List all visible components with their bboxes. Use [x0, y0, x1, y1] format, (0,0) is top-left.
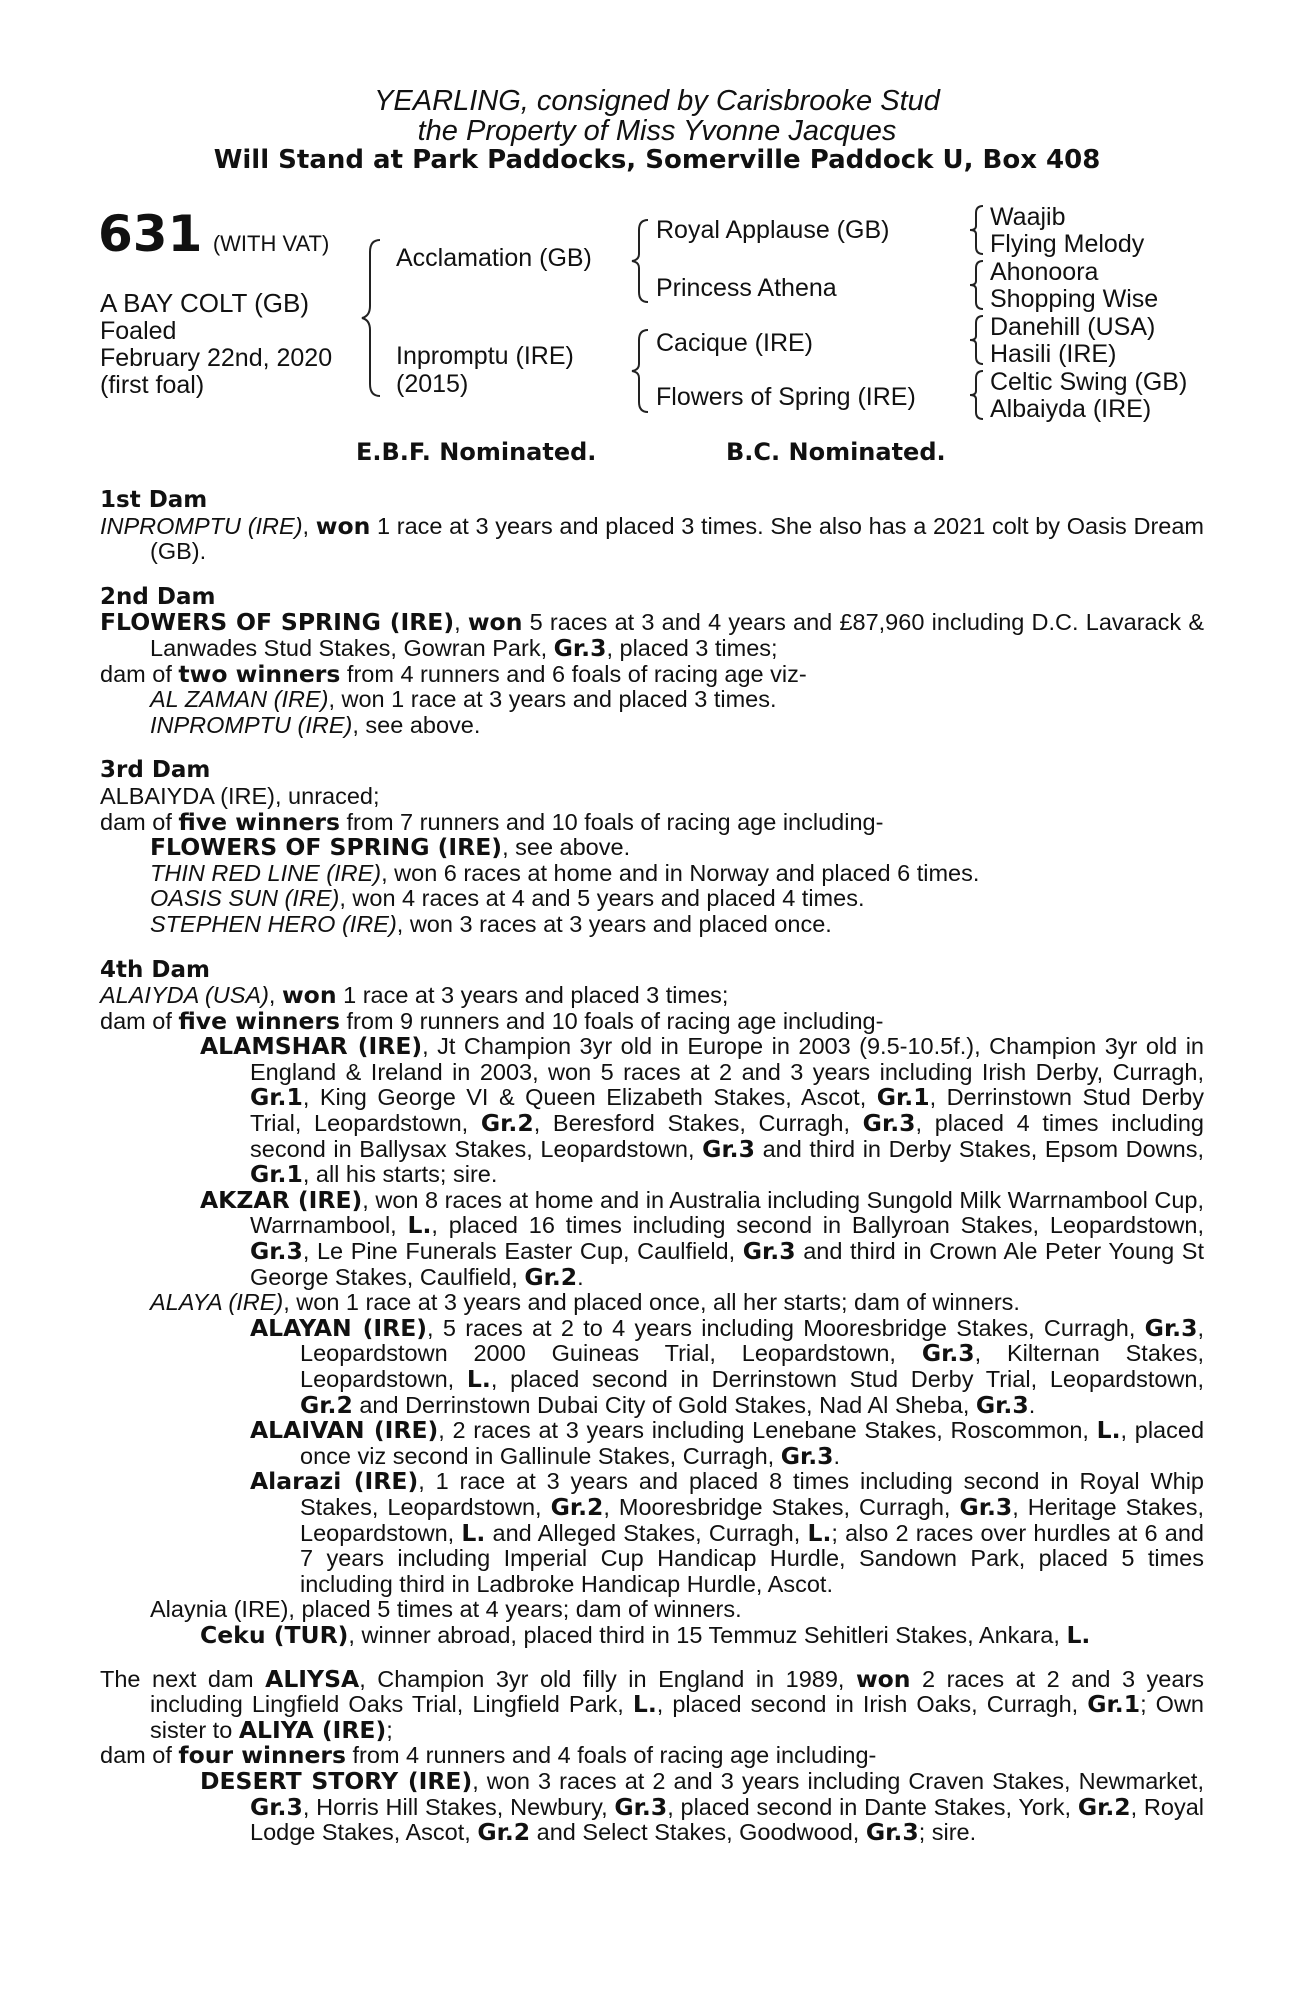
header-owner: the Property of Miss Yvonne Jacques: [417, 115, 897, 147]
alaya-produce-1: ALAYAN (IRE), 5 races at 2 to 4 years including Mooresbridge Stakes, Curragh, Gr.3, Leopardstown 2000 Guineas Trial, Leopardstown, Gr.3, Kilternan Stakes, Leopardstown, L., placed second in Derrinstown Stud Derby Trial, Leopardstown, Gr.2 and Derrinstown Dubai City of Gold Stakes, Nad Al Sheba, Gr.3.: [250, 1313, 1204, 1419]
dam-brace: [630, 328, 652, 414]
ggp-7: Celtic Swing (GB): [990, 368, 1188, 396]
ggp-brace-2: [968, 259, 986, 311]
next-dam-produce: dam of four winners from 4 runners and 4 foals of racing age including-: [100, 1741, 877, 1770]
lot-number: 631: [98, 205, 203, 263]
ggp-brace-3: [968, 314, 986, 366]
third-dam-produce-2: THIN RED LINE (IRE), won 6 races at home and in Norway and placed 6 times.: [150, 859, 980, 886]
ggp-3: Ahonoora: [990, 258, 1099, 286]
sire-dam: Princess Athena: [656, 274, 837, 302]
dam: Inpromptu (IRE): [396, 342, 574, 370]
fourth-dam-produce-4: Alaynia (IRE), placed 5 times at 4 years; dam of winners.: [150, 1596, 742, 1623]
ggp-1: Waajib: [990, 203, 1066, 231]
lot-description: A BAY COLT (GB): [100, 288, 310, 318]
next-dam-text: The next dam ALIYSA, Champion 3yr old filly in England in 1989, won 2 races at 2 and 3 years including Lingfield Oaks Trial, Lingfield Park, L., placed second in Irish Oaks, Curragh, Gr.1; Own sister to ALIYA (IRE);: [100, 1664, 1204, 1744]
catalogue-body: [100, 488, 1204, 1846]
second-dam-text: FLOWERS OF SPRING (IRE), won 5 races at 3 and 4 years and £87,960 including D.C. Lavarack & Lanwades Stud Stakes, Gowran Park, Gr.3, placed 3 times;: [100, 608, 1204, 662]
alaynia-produce-1: Ceku (TUR), winner abroad, placed third in 15 Temmuz Sehitleri Stakes, Ankara, L.: [200, 1620, 1091, 1649]
second-dam-produce: dam of two winners from 4 runners and 6 foals of racing age viz-: [100, 659, 807, 688]
alaya-produce-3: Alarazi (IRE), 1 race at 3 years and placed 8 times including second in Royal Whip Stakes, Leopardstown, Gr.2, Mooresbridge Stakes, Curragh, Gr.3, Heritage Stakes, Leopardstown, L. and Alleged Stakes, Curragh, L.; also 2 races over hurdles at 6 and 7 years including Imperial Cup Handicap Hurdle, Sandown Park, placed 5 times including third in Ladbroke Handicap Hurdle, Ascot.: [250, 1467, 1204, 1597]
third-dam-produce: dam of five winners from 7 runners and 10 foals of racing age including-: [100, 807, 884, 836]
third-dam-produce-4: STEPHEN HERO (IRE), won 3 races at 3 years and placed once.: [150, 910, 832, 937]
second-dam-produce-2: INPROMPTU (IRE), see above.: [150, 711, 481, 738]
second-dam-heading: 2nd Dam: [100, 583, 216, 610]
header-location: Will Stand at Park Paddocks, Somerville Paddock U, Box 408: [213, 145, 1101, 175]
ggp-2: Flying Melody: [990, 230, 1145, 258]
second-dam-produce-1: AL ZAMAN (IRE), won 1 race at 3 years and placed 3 times.: [150, 686, 777, 713]
first-dam-heading: 1st Dam: [100, 487, 208, 513]
ebf-nomination: E.B.F. Nominated.: [356, 438, 597, 466]
ggp-5: Danehill (USA): [990, 313, 1156, 341]
ggp-brace-4: [968, 369, 986, 421]
header-consignor: YEARLING, consigned by Carisbrooke Stud: [374, 85, 940, 117]
fourth-dam-produce-1: ALAMSHAR (IRE), Jt Champion 3yr old in Europe in 2003 (9.5-10.5f.), Champion 3yr old in England & Ireland in 2003, won 5 races at 2 and 3 years including Irish Derby, Curragh, Gr.1, King George VI & Queen Elizabeth Stakes, Ascot, Gr.1, Derrinstown Stud Derby Trial, Leopardstown, Gr.2, Beresford Stakes, Curragh, Gr.3, placed 4 times including second in Ballysax Stakes, Leopardstown, Gr.3 and third in Derby Stakes, Epsom Downs, Gr.1, all his starts; sire.: [200, 1032, 1205, 1189]
foaled-label: Foaled: [100, 317, 177, 345]
fourth-dam-text: ALAIYDA (USA), won 1 race at 3 years and placed 3 times;: [100, 981, 729, 1010]
first-dam-text: INPROMPTU (IRE), won 1 race at 3 years and placed 3 times. She also has a 2021 colt by Oasis Dream (GB).: [100, 511, 1204, 565]
fourth-dam-produce-3: ALAYA (IRE), won 1 race at 3 years and placed once, all her starts; dam of winners.: [150, 1289, 1020, 1316]
vat-note: (WITH VAT): [212, 231, 330, 256]
foal-note: (first foal): [100, 371, 205, 399]
sire-brace: [630, 218, 652, 304]
pedigree-brace-main: [360, 238, 384, 398]
bc-nomination: B.C. Nominated.: [726, 438, 946, 466]
foaled-date: February 22nd, 2020: [100, 344, 333, 372]
alaya-produce-2: ALAIVAN (IRE), 2 races at 3 years including Lenebane Stakes, Roscommon, L., placed once viz second in Gallinule Stakes, Curragh, Gr.3.: [250, 1416, 1205, 1470]
ggp-6: Hasili (IRE): [990, 340, 1117, 368]
third-dam-produce-3: OASIS SUN (IRE), won 4 races at 4 and 5 years and placed 4 times.: [150, 885, 865, 912]
ggp-brace-1: [968, 204, 986, 256]
fourth-dam-heading: 4th Dam: [100, 956, 210, 983]
dam-sire: Cacique (IRE): [656, 329, 813, 357]
fourth-dam-produce: dam of five winners from 9 runners and 10 foals of racing age including-: [100, 1006, 884, 1035]
sire: Acclamation (GB): [396, 244, 592, 272]
third-dam-heading: 3rd Dam: [100, 757, 211, 784]
dam-dam: Flowers of Spring (IRE): [656, 383, 916, 411]
next-dam-produce-1: DESERT STORY (IRE), won 3 races at 2 and 3 years including Craven Stakes, Newmarket, Gr.3, Horris Hill Stakes, Newbury, Gr.3, placed second in Dante Stakes, York, Gr.2, Royal Lodge Stakes, Ascot, Gr.2 and Select Stakes, Goodwood, Gr.3; sire.: [200, 1766, 1205, 1847]
ggp-8: Albaiyda (IRE): [990, 395, 1152, 423]
dam-year: (2015): [396, 370, 469, 398]
ggp-4: Shopping Wise: [990, 285, 1159, 313]
lot-block: [98, 205, 329, 263]
fourth-dam-produce-2: AKZAR (IRE), won 8 races at home and in Australia including Sungold Milk Warrnambool Cup, Warrnambool, L., placed 16 times including second in Ballyroan Stakes, Leopardstown, Gr.3, Le Pine Funerals Easter Cup, Caulfield, Gr.3 and third in Crown Ale Peter Young St George Stakes, Caulfield, Gr.2.: [200, 1185, 1205, 1291]
third-dam-produce-1: FLOWERS OF SPRING (IRE), see above.: [150, 833, 631, 862]
third-dam-text: ALBAIYDA (IRE), unraced;: [100, 782, 380, 809]
sire-sire: Royal Applause (GB): [656, 216, 890, 244]
